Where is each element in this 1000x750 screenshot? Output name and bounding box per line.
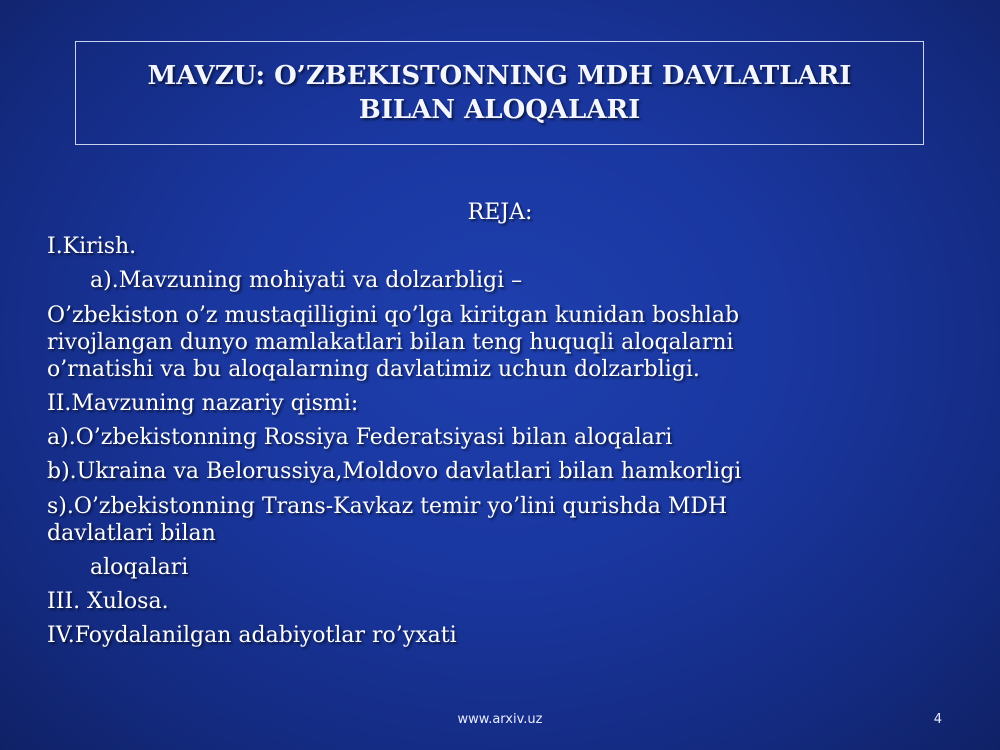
plan-heading: REJA: <box>467 200 533 225</box>
title-line-2: BILAN ALOQALARI <box>358 95 641 125</box>
page-number: 4 <box>933 712 942 727</box>
plan-item-intro-description <box>47 302 947 383</box>
title-box <box>75 41 924 145</box>
plan-item-theory-s-cont: aloqalari <box>90 555 189 580</box>
plan-text-line: o’rnatishi va bu aloqalarning davlatimiz uchun dolzarbligi. <box>47 357 700 382</box>
plan-item-theory-s <box>47 493 947 547</box>
footer-url: www.arxiv.uz <box>457 712 543 727</box>
plan-item-conclusion: III. Xulosa. <box>47 589 169 614</box>
plan-item-references: IV.Foydalanilgan adabiyotlar ro’yxati <box>47 623 457 648</box>
plan-text-line: rivojlangan dunyo mamlakatlari bilan teng huquqli aloqalarni <box>47 330 734 355</box>
plan-text-line: davlatlari bilan <box>47 521 216 546</box>
plan-text-line: s).O’zbekistonning Trans-Kavkaz temir yo’lini qurishda MDH <box>47 494 728 519</box>
plan-text-line: O’zbekiston o’z mustaqilligini qo’lga kiritgan kunidan boshlab <box>47 303 740 328</box>
plan-content <box>47 196 947 653</box>
plan-item-intro-a: a).Mavzuning mohiyati va dolzarbligi – <box>90 268 523 293</box>
plan-item-theory-b: b).Ukraina va Belorussiya,Moldovo davlatlari bilan hamkorligi <box>47 459 742 484</box>
plan-item-intro: I.Kirish. <box>47 234 137 259</box>
plan-item-theory-a: a).O’zbekistonning Rossiya Federatsiyasi bilan aloqalari <box>47 425 673 450</box>
plan-item-theory: II.Mavzuning nazariy qismi: <box>47 391 359 416</box>
title-line-1: MAVZU: O’ZBEKISTONNING MDH DAVLATLARI <box>147 61 852 91</box>
